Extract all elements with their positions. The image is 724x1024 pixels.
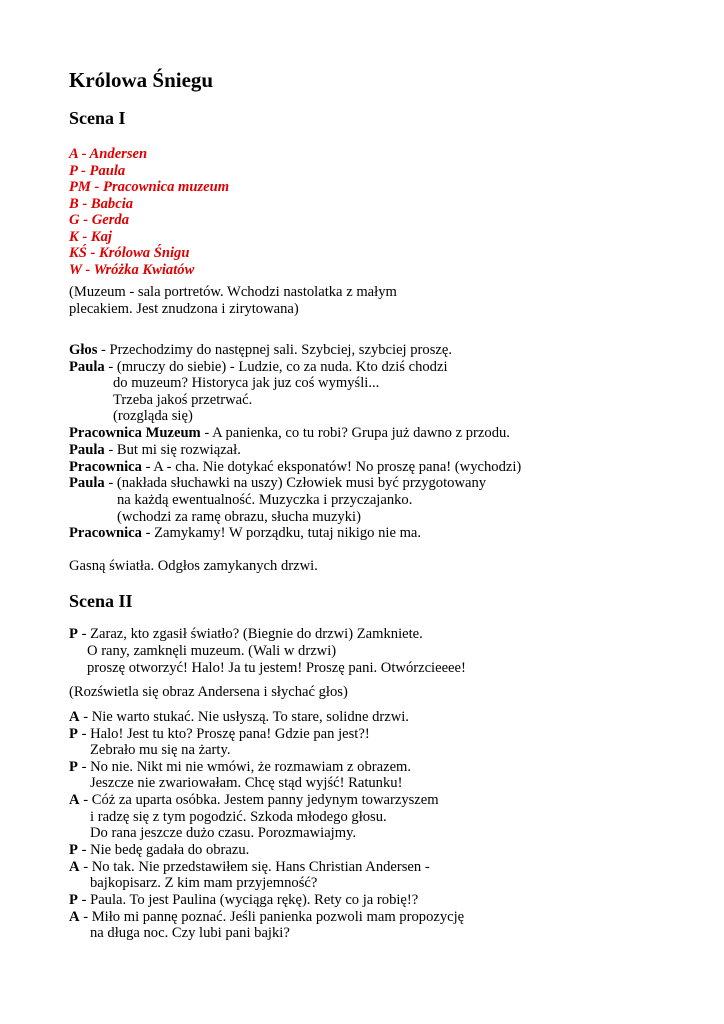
- dialogue-continuation: do muzeum? Historyca jak juz coś wymyśli...: [113, 375, 380, 391]
- cast-item: K - Kaj: [69, 228, 112, 245]
- cast-item: B - Babcia: [69, 195, 134, 212]
- cast-item: PM - Pracownica muzeum: [69, 179, 230, 195]
- dialogue-line: [69, 359, 448, 376]
- dialogue-line: [69, 442, 241, 459]
- speaker-name: A: [69, 908, 80, 925]
- speaker-name: P: [69, 626, 78, 642]
- dialogue-line: [69, 892, 418, 909]
- dialogue-continuation: (wchodzi za ramę obrazu, słucha muzyki): [117, 508, 361, 525]
- dialogue-continuation: bajkopisarz. Z kim mam przyjemność?: [90, 875, 318, 891]
- line-text: - No tak. Nie przedstawiłem się. Hans Christian Andersen -: [79, 858, 430, 875]
- dialogue-line: [69, 759, 411, 776]
- line-text: - Przechodzimy do następnej sali. Szybciej, szybciej proszę.: [97, 342, 452, 358]
- stage-direction: plecakiem. Jest znudzona i zirytowana): [69, 301, 299, 317]
- cast-item: P - Paula: [69, 162, 126, 179]
- line-text: - But mi się rozwiązał.: [104, 441, 241, 458]
- dialogue-line: [69, 626, 423, 643]
- dialogue-line: [69, 859, 430, 876]
- speaker-name: P: [69, 725, 78, 742]
- scene-1-heading: Scena I: [69, 108, 126, 128]
- dialogue-line: [69, 709, 409, 726]
- speaker-name: A: [69, 709, 80, 725]
- dialogue-continuation: proszę otworzyć! Halo! Ja tu jestem! Proszę pani. Otwórzcieeee!: [87, 660, 466, 676]
- line-text: - A panienka, co tu robi? Grupa już dawno z przodu.: [200, 425, 510, 441]
- dialogue-line: [69, 842, 249, 859]
- dialogue-line: [69, 792, 439, 809]
- line-text: - Zaraz, kto zgasił światło? (Biegnie do drzwi) Zamkniete.: [77, 626, 423, 642]
- stage-direction: (Rozświetla się obraz Andersena i słychać głos): [69, 684, 348, 700]
- speaker-name: Głos: [69, 342, 98, 358]
- dialogue-continuation: Zebrało mu się na żarty.: [90, 742, 231, 758]
- speaker-name: P: [69, 842, 78, 858]
- dialogue-continuation: O rany, zamknęli muzeum. (Wali w drzwi): [87, 643, 337, 659]
- line-text: - No nie. Nikt mi nie wmówi, że rozmawiam z obrazem.: [77, 758, 412, 775]
- dialogue-continuation: (rozgląda się): [113, 408, 193, 424]
- speaker-name: Paula: [69, 475, 105, 491]
- speaker-name: A: [69, 858, 80, 875]
- speaker-name: Pracownica Muzeum: [69, 425, 201, 441]
- speaker-name: P: [69, 892, 78, 908]
- dialogue-line: [69, 475, 486, 492]
- scene-2-heading: Scena II: [69, 591, 133, 611]
- cast-item: A - Andersen: [69, 146, 148, 162]
- dialogue-line: [69, 425, 510, 442]
- line-text: - Cóż za uparta osóbka. Jestem panny jedynym towarzyszem: [79, 792, 439, 808]
- speaker-name: A: [69, 792, 80, 808]
- dialogue-continuation: Jeszcze nie zwariowałam. Chcę stąd wyjść! Ratunku!: [90, 775, 403, 791]
- dialogue-line: [69, 459, 521, 476]
- line-text: - (nakłada słuchawki na uszy) Człowiek musi być przygotowany: [104, 475, 487, 491]
- document-title: Królowa Śniegu: [69, 68, 214, 92]
- line-text: - Nie bedę gadała do obrazu.: [77, 842, 250, 858]
- dialogue-line: [69, 726, 370, 743]
- cast-item: G - Gerda: [69, 212, 129, 228]
- speaker-name: P: [69, 758, 78, 775]
- speaker-name: Paula: [69, 441, 105, 458]
- dialogue-continuation: i radzę się z tym pogodzić. Szkoda młodego głosu.: [90, 808, 387, 825]
- dialogue-line: [69, 909, 464, 926]
- dialogue-continuation: Do rana jeszcze dużo czasu. Porozmawiajmy.: [90, 825, 357, 841]
- line-text: - Halo! Jest tu kto? Proszę pana! Gdzie pan jest?!: [77, 725, 370, 742]
- line-text: - Paula. To jest Paulina (wyciąga rękę). Rety co ja robię!?: [77, 892, 419, 908]
- dialogue-continuation: na każdą ewentualność. Muzyczka i przyczajanko.: [117, 491, 413, 508]
- cast-item: W - Wróżka Kwiatów: [69, 261, 195, 278]
- stage-direction: Gasną światła. Odgłos zamykanych drzwi.: [69, 558, 318, 574]
- speaker-name: Pracownica: [69, 458, 142, 475]
- cast-item: KŚ - Królowa Śnigu: [69, 245, 190, 261]
- line-text: - A - cha. Nie dotykać eksponatów! No proszę pana! (wychodzi): [141, 458, 522, 475]
- line-text: - Miło mi pannę poznać. Jeśli panienka pozwoli mam propozycję: [79, 908, 465, 925]
- dialogue-line: [69, 342, 452, 359]
- line-text: - (mruczy do siebie) - Ludzie, co za nuda. Kto dziś chodzi: [104, 358, 448, 375]
- dialogue-continuation: Trzeba jakoś przetrwać.: [113, 391, 253, 408]
- line-text: - Zamykamy! W porządku, tutaj nikigo nie ma.: [141, 525, 422, 541]
- dialogue-continuation: na długa noc. Czy lubi pani bajki?: [90, 925, 290, 941]
- speaker-name: Pracownica: [69, 525, 142, 541]
- line-text: - Nie warto stukać. Nie usłyszą. To stare, solidne drzwi.: [79, 709, 409, 725]
- speaker-name: Paula: [69, 358, 105, 375]
- stage-direction: (Muzeum - sala portretów. Wchodzi nastolatka z małym: [69, 284, 397, 300]
- dialogue-line: [69, 525, 421, 542]
